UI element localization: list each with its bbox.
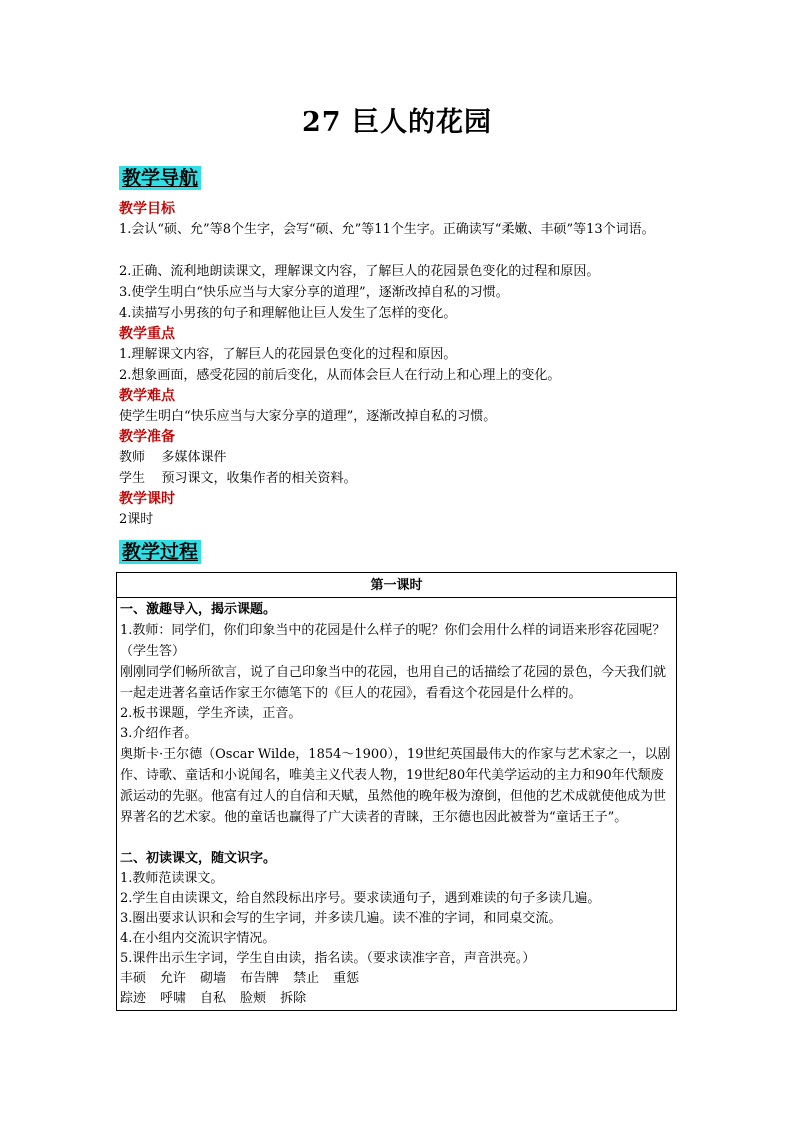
vocab-word: 禁止 bbox=[293, 971, 320, 986]
vocab-word: 脸颊 bbox=[240, 991, 267, 1006]
nav-banner: 教学导航 bbox=[119, 166, 201, 190]
vocab-word: 丰硕 bbox=[120, 971, 147, 986]
process-banner: 教学过程 bbox=[119, 540, 201, 564]
hours-heading: 教学课时 bbox=[119, 491, 175, 507]
word-list-row bbox=[120, 989, 673, 1009]
vocab-word: 踪迹 bbox=[120, 991, 147, 1006]
part1-paragraph: 刚刚同学们畅所欲言，说了自己印象当中的花园，也用自己的话描绘了花园的景色，今天我们就一起走进著名童话作家王尔德笔下的《巨人的花园》，看看这个花园是什么样的。 bbox=[120, 665, 667, 701]
part1-heading: 一、激趣导入，揭示课题。 bbox=[120, 602, 277, 617]
part2-item: 2.学生自由读课文，给自然段标出序号。要求读通句子，遇到难读的句子多读几遍。 bbox=[120, 891, 601, 906]
part2-heading: 二、初读课文，随文识字。 bbox=[120, 851, 277, 866]
part2-item: 4.在小组内交流识字情况。 bbox=[120, 931, 276, 946]
vocab-word: 砌墙 bbox=[200, 971, 227, 986]
key-point-item: 2.想象画面，感受花园的前后变化，从而体会巨人在行动上和心理上的变化。 bbox=[119, 368, 561, 383]
part2-item: 3.圈出要求认识和会写的生字词，并多读几遍。读不准的字词，和同桌交流。 bbox=[120, 911, 562, 926]
part1-paragraph: 2.板书课题，学生齐读，正音。 bbox=[120, 706, 302, 721]
page-title: 27 巨人的花园 bbox=[302, 107, 492, 138]
goal-item: 2.正确、流利地朗读课文，理解课文内容，了解巨人的花园景色变化的过程和原因。 bbox=[119, 264, 600, 279]
prep-item: 教师 多媒体课件 bbox=[119, 450, 227, 465]
goals-heading: 教学目标 bbox=[119, 201, 175, 217]
part1-paragraph: 3.介绍作者。 bbox=[120, 726, 198, 741]
vocab-word: 重惩 bbox=[333, 971, 360, 986]
vocab-word: 布告牌 bbox=[240, 971, 280, 986]
vocab-word: 允许 bbox=[160, 971, 187, 986]
vocab-word: 自私 bbox=[200, 991, 227, 1006]
prep-heading: 教学准备 bbox=[119, 429, 175, 445]
teaching-nav-section bbox=[119, 199, 679, 530]
difficulty-heading: 教学难点 bbox=[119, 388, 175, 404]
lesson-box bbox=[116, 572, 677, 1011]
word-list-row bbox=[120, 969, 673, 989]
goal-item: 3.使学生明白“快乐应当与大家分享的道理”，逐渐改掉自私的习惯。 bbox=[119, 285, 509, 300]
goal-item: 4.读描写小男孩的句子和理解他让巨人发生了怎样的变化。 bbox=[119, 306, 457, 321]
key-points-heading: 教学重点 bbox=[119, 326, 175, 342]
part2-item: 1.教师范读课文。 bbox=[120, 871, 224, 886]
vocab-word: 呼啸 bbox=[160, 991, 187, 1006]
part1-paragraph: 1.教师：同学们，你们印象当中的花园是什么样子的呢？你们会用什么样的词语来形容花园呢？（学生答） bbox=[120, 623, 666, 659]
goal-item: 1.会认“硕、允”等8个生字，会写“硕、允”等11个生字。正确读写“柔嫩、丰硕”等13个词语。 bbox=[119, 222, 655, 237]
prep-item: 学生 预习课文，收集作者的相关资料。 bbox=[119, 471, 357, 486]
author-intro: 奥斯卡·王尔德（Oscar Wilde，1854～1900），19世纪英国最伟大的作家与艺术家之一，以剧作、诗歌、童话和小说闻名，唯美主义代表人物，19世纪80年代美学运动的主力和90年代颓废派运动的先驱。他富有过人的自信和天赋，虽然他的晚年极为潦倒，但他的艺术成就使他成为世界著名的艺术家。他的童话也赢得了广大读者的青睐，王尔德也因此被誉为“童话王子”。 bbox=[120, 747, 671, 825]
hours-text: 2课时 bbox=[119, 512, 154, 527]
vocab-word: 拆除 bbox=[280, 991, 307, 1006]
lesson-box-title: 第一课时 bbox=[117, 575, 676, 598]
difficulty-text: 使学生明白“快乐应当与大家分享的道理”，逐渐改掉自私的习惯。 bbox=[119, 409, 497, 424]
key-point-item: 1.理解课文内容，了解巨人的花园景色变化的过程和原因。 bbox=[119, 347, 457, 362]
part2-item: 5.课件出示生字词，学生自由读，指名读。（要求读准字音，声音洪亮。） bbox=[120, 951, 536, 966]
